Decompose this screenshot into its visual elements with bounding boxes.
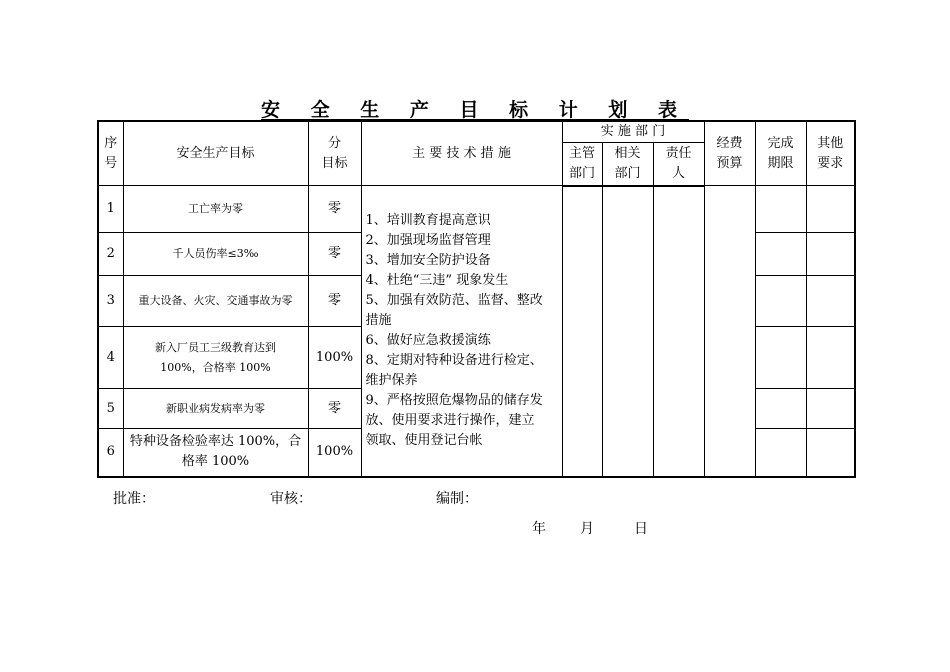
header-target: 安全生产目标 — [123, 121, 308, 186]
row-number: 2 — [98, 233, 123, 276]
header-main-dept: 主管 部门 — [562, 143, 602, 186]
row-sub-target: 零 — [308, 276, 361, 327]
other-cell — [806, 429, 855, 477]
row-target: 工亡率为零 — [123, 186, 308, 233]
budget-cell — [704, 186, 755, 477]
header-implement: 实 施 部 门 — [562, 121, 704, 143]
header-related-dept: 相关 部门 — [602, 143, 653, 186]
row-target: 新职业病发病率为零 — [123, 389, 308, 429]
header-deadline: 完成 期限 — [755, 121, 806, 186]
row-number: 1 — [98, 186, 123, 233]
table-row — [98, 186, 855, 233]
deadline-cell — [755, 276, 806, 327]
row-number: 6 — [98, 429, 123, 477]
technical-measures: 1、培训教育提高意识 2、加强现场监督管理 3、增加安全防护设备 4、杜绝“三违” 现象发生 5、加强有效防范、监督、整改 措施 6、做好应急救援演练 8、定期对特种设备进行检定、 维护保养 9、严格按照危爆物品的储存发 放、使用要求进行操作，建立 领取、使用登记台帐 — [361, 186, 562, 477]
other-cell — [806, 276, 855, 327]
deadline-cell — [755, 389, 806, 429]
other-cell — [806, 186, 855, 233]
row-target: 重大设备、火灾、交通事故为零 — [123, 276, 308, 327]
deadline-cell — [755, 186, 806, 233]
header-sub-target: 分 目标 — [308, 121, 361, 186]
deadline-cell — [755, 233, 806, 276]
row-number: 5 — [98, 389, 123, 429]
header-budget: 经费 预算 — [704, 121, 755, 186]
other-cell — [806, 327, 855, 389]
deadline-cell — [755, 327, 806, 389]
row-sub-target: 零 — [308, 186, 361, 233]
row-sub-target: 100% — [308, 429, 361, 477]
responsible-cell — [653, 186, 704, 477]
row-target: 特种设备检验率达 100%，合 格率 100% — [123, 429, 308, 477]
row-target: 千人员伤率≤3‰ — [123, 233, 308, 276]
safety-target-table — [97, 120, 856, 478]
document-title: 安 全 生 产 目 标 计 划 表 — [261, 99, 689, 121]
date-month: 月 — [580, 521, 594, 537]
row-sub-target: 零 — [308, 389, 361, 429]
prepare-label: 编制： — [436, 491, 478, 507]
main-dept-cell — [562, 186, 602, 477]
other-cell — [806, 389, 855, 429]
header-responsible: 责任 人 — [653, 143, 704, 186]
header-measures: 主 要 技 术 措 施 — [361, 121, 562, 186]
deadline-cell — [755, 429, 806, 477]
review-label: 审核： — [270, 491, 312, 507]
header-other: 其他 要求 — [806, 121, 855, 186]
date-year: 年 — [532, 521, 546, 537]
row-sub-target: 零 — [308, 233, 361, 276]
other-cell — [806, 233, 855, 276]
header-seq: 序 号 — [98, 121, 123, 186]
row-number: 3 — [98, 276, 123, 327]
approve-label: 批准： — [113, 491, 155, 507]
row-number: 4 — [98, 327, 123, 389]
date-day: 日 — [634, 521, 648, 537]
related-dept-cell — [602, 186, 653, 477]
row-target: 新入厂员工三级教育达到 100%，合格率 100% — [123, 327, 308, 389]
row-sub-target: 100% — [308, 327, 361, 389]
